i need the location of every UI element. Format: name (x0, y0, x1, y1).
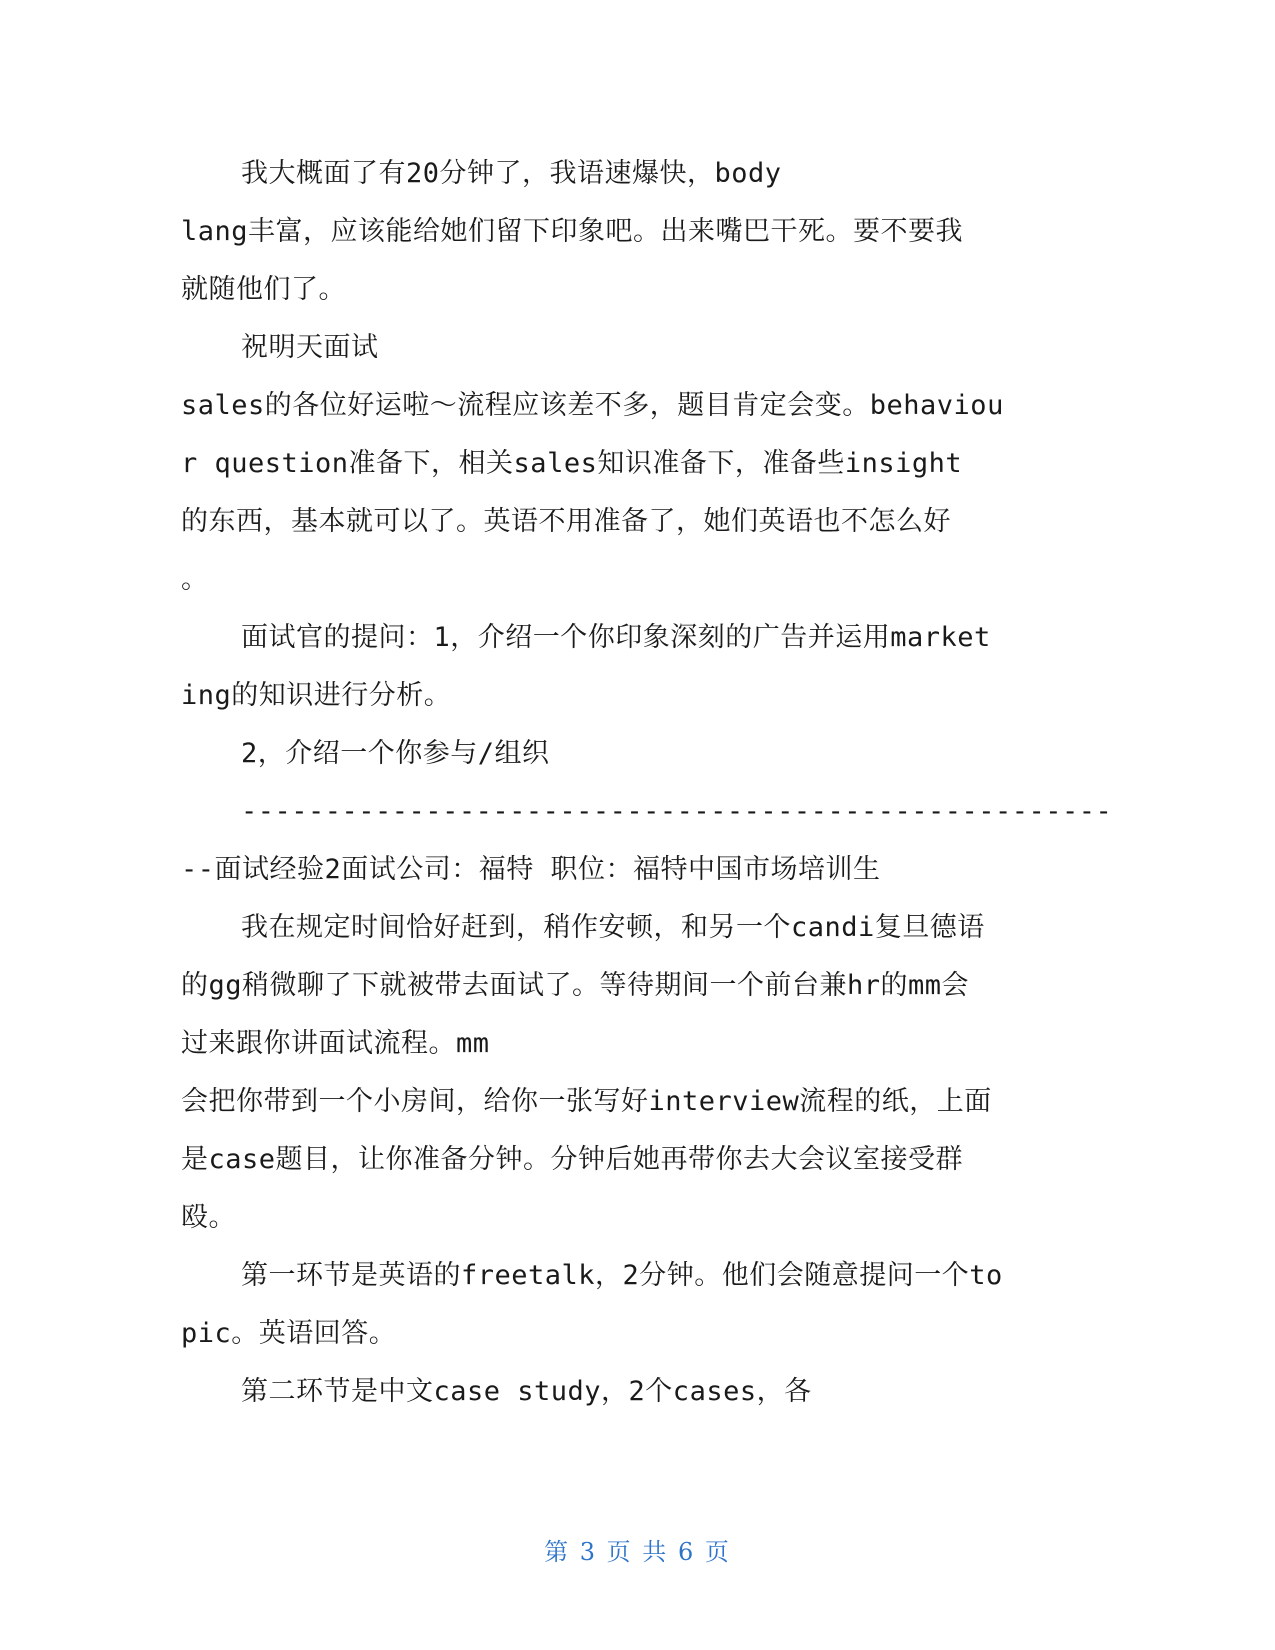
text-line: 就随他们了。 (181, 274, 346, 305)
page-number-footer: 第 3 页 共 6 页 (544, 1538, 731, 1566)
text-line: 。 (181, 564, 209, 595)
text-line: 过来跟你讲面试流程。mm (181, 1028, 490, 1059)
text-line: 第一环节是英语的freetalk，2分钟。他们会随意提问一个to (241, 1260, 1003, 1291)
text-line: 我在规定时间恰好赶到，稍作安顿，和另一个candi复旦德语 (241, 912, 985, 943)
text-line: 祝明天面试 (241, 332, 379, 363)
text-line: ing的知识进行分析。 (181, 680, 452, 711)
text-line: 是case题目，让你准备分钟。分钟后她再带你去大会议室接受群 (181, 1144, 964, 1175)
text-line: 面试官的提问：1，介绍一个你印象深刻的广告并运用market (241, 622, 991, 653)
text-line: 2，介绍一个你参与/组织 (241, 738, 550, 769)
text-line: 会把你带到一个小房间，给你一张写好interview流程的纸，上面 (181, 1086, 992, 1117)
document-body (181, 145, 1113, 1421)
text-line: lang丰富，应该能给她们留下印象吧。出来嘴巴干死。要不要我 (181, 216, 964, 247)
text-line: 我大概面了有20分钟了，我语速爆快，body (241, 158, 782, 189)
text-line: pic。英语回答。 (181, 1318, 397, 1349)
text-line: 第二环节是中文case study，2个cases，各 (241, 1376, 812, 1407)
text-line: 的东西，基本就可以了。英语不用准备了，她们英语也不怎么好 (181, 506, 951, 537)
text-line: r question准备下，相关sales知识准备下，准备些insight (181, 448, 963, 479)
separator-line: ---------------------------------------------------- (241, 796, 1113, 827)
text-line: 殴。 (181, 1202, 236, 1233)
text-line: --面试经验2面试公司：福特 职位：福特中国市场培训生 (181, 854, 881, 885)
text-line: 的gg稍微聊了下就被带去面试了。等待期间一个前台兼hr的mm会 (181, 970, 970, 1001)
text-line: sales的各位好运啦～流程应该差不多，题目肯定会变。behaviou (181, 390, 1004, 421)
